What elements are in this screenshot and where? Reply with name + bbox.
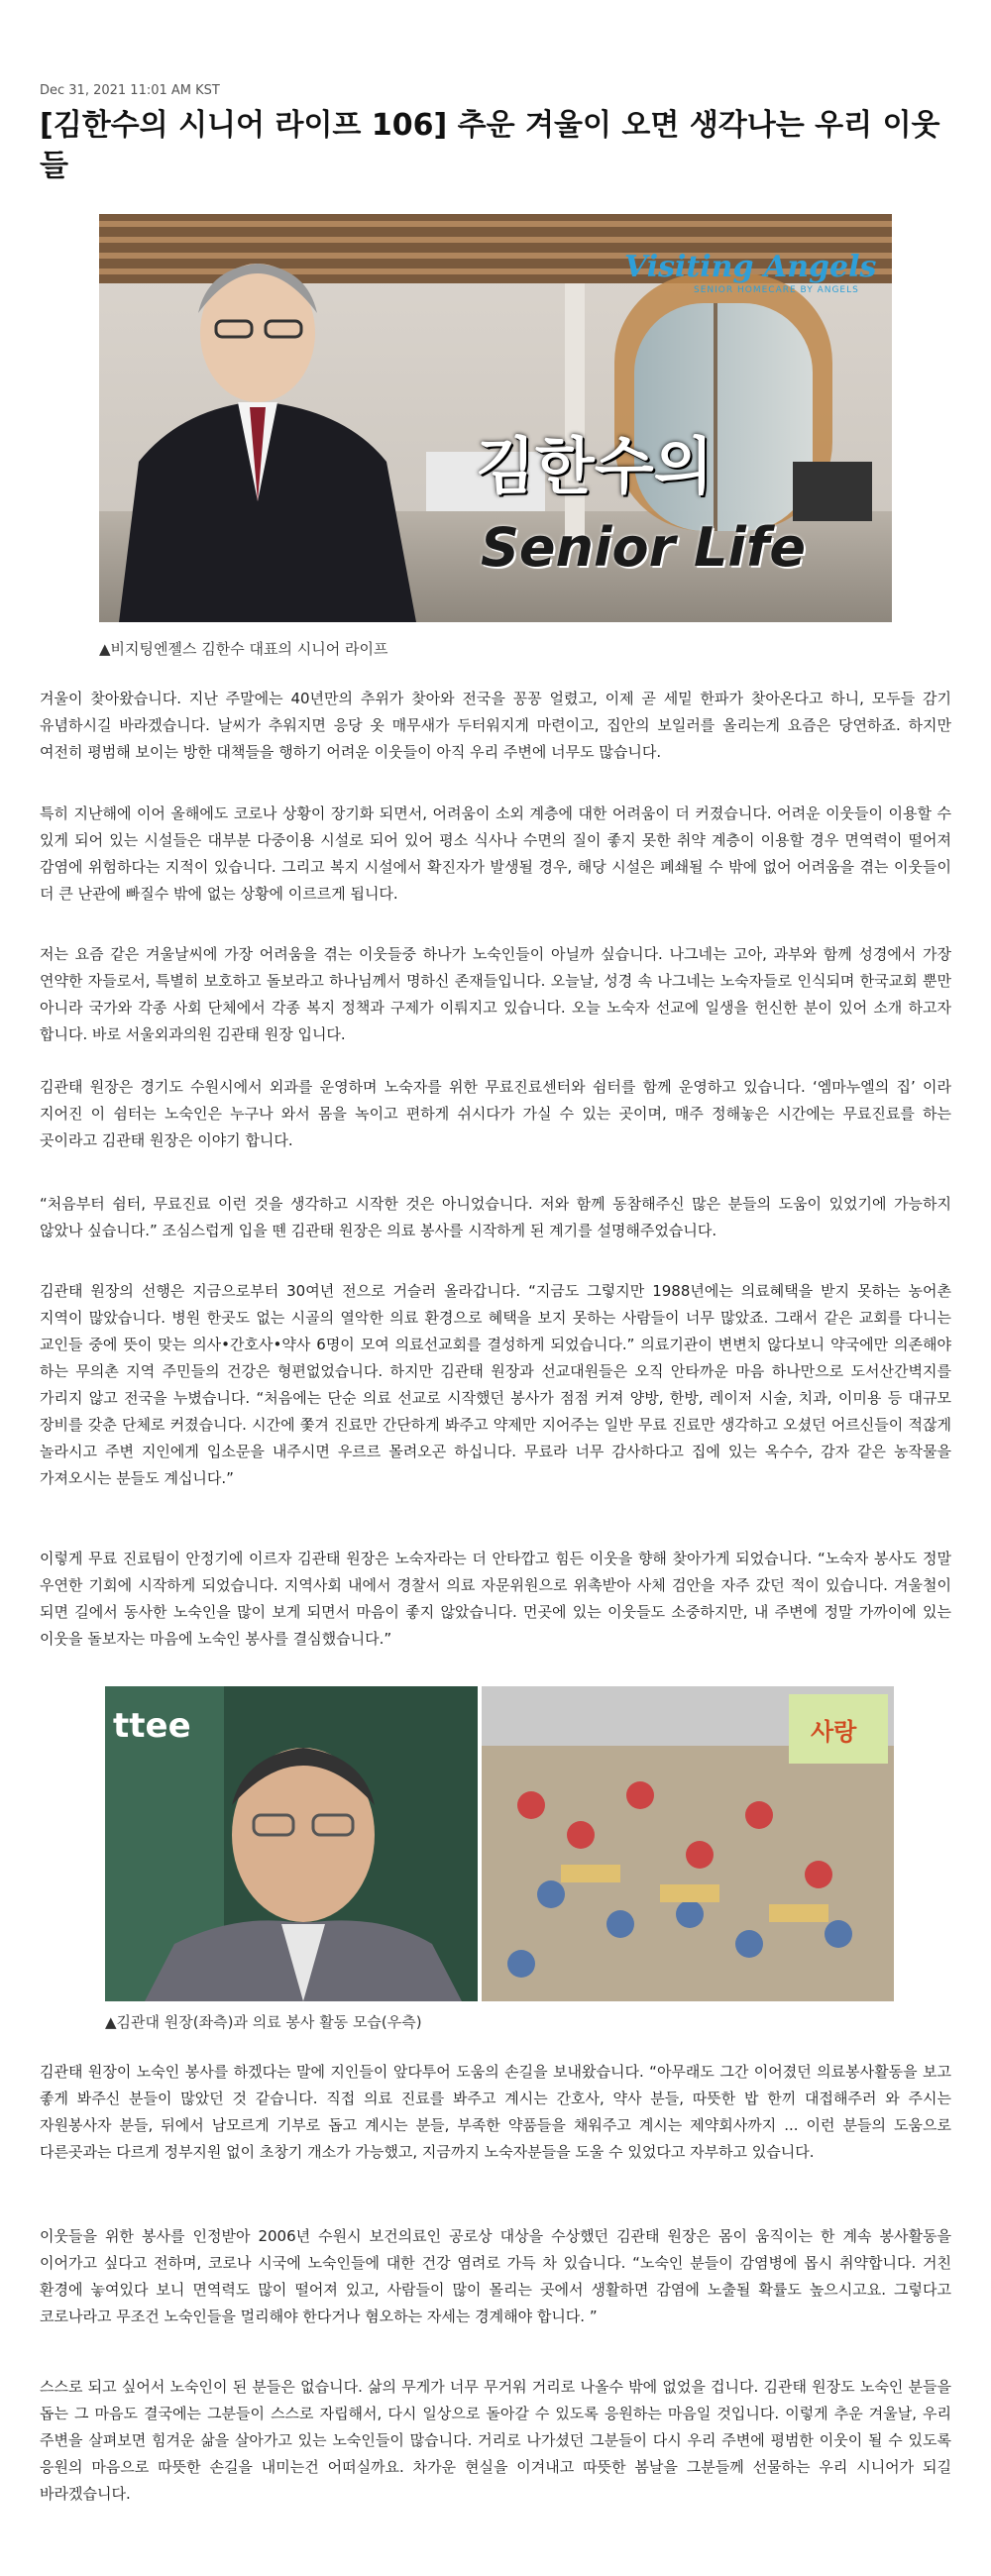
article-title: [김한수의 시니어 라이프 106] 추운 겨울이 오면 생각나는 우리 이웃들: [40, 108, 940, 183]
hero-image: [99, 214, 892, 622]
overlay-title: 김한수의: [476, 430, 714, 502]
paragraph: 특히 지난해에 이어 올해에도 코로나 상황이 장기화 되면서, 어려움이 소외 계층에 대한 어려움이 더 커졌습니다. 어려운 이웃들이 이용할 수 있게 되어 있는 시설들은 대부분 다중이용 시설로 되어 있어 평소 식사나 수면의 질이 좋지 못한 취약 계층이 이용할 경우 면역력이 떨어져 감염에 위험하다는 지적이 있습니다. 그리고 복지 시설에서 확진자가 발생될 경우, 해당 시설은 폐쇄될 수 밖에 없어 어려움을 겪는 이웃들이 더 큰 난관에 빠질수 밖에 없는 상황에 이르르게 됩니다.: [40, 805, 951, 903]
paragraph: “처음부터 쉼터, 무료진료 이런 것을 생각하고 시작한 것은 아니었습니다. 저와 함께 동참해주신 많은 분들의 도움이 있었기에 가능하지 않았나 싶습니다.” 조심스럽게 입을 뗀 김관태 원장은 의료 봉사를 시작하게 된 계기를 설명해주었습니다.: [40, 1195, 951, 1239]
paragraph: 김관태 원장의 선행은 지금으로부터 30여년 전으로 거슬러 올라갑니다. “지금도 그렇지만 1988년에는 의료혜택을 받지 못하는 농어촌 지역이 많았습니다. 병원 한곳도 없는 시골의 열악한 의료 환경으로 혜택을 보지 못하는 사람들이 너무 많았죠. 그래서 같은 교회를 다니는 교인들 중에 뜻이 맞는 의사•간호사•약사 6명이 모여 의료선교회를 결성하게 되었습니다.” 의료기관이 변변치 않다보니 약국에만 의존해야 하는 무의촌 지역 주민들의 건강은 형편없었습니다. 하지만 김관태 원장과 선교대원들은 오직 안타까운 마음 하나만으로 도서산간벽지를 가리지 않고 전국을 누볐습니다. “처음에는 단순 의료 선교로 시작했던 봉사가 점점 커져 양방, 한방, 레이저 시술, 치과, 이미용 등 대규모 장비를 갖춘 단체로 커졌습니다. 시간에 쫓겨 진료만 간단하게 봐주고 약제만 지어주는 일반 무료 진료만 생각하고 오셨던 어르신들이 적잖게 놀라시고 주변 지인에게 입소문을 내주시면 우르르 몰려오곤 하십니다. 무료라 너무 감사하다고 집에 있는 옥수수, 감자 같은 농작물을 가져오시는 분들도 계십니다.”: [40, 1282, 951, 1487]
logo-subtext: SENIOR HOMECARE BY ANGELS: [694, 285, 859, 295]
sign-text: ttee: [113, 1706, 191, 1746]
figure1-caption: ▲비지팅엔젤스 김한수 대표의 시니어 라이프: [99, 640, 388, 658]
overlay-subtitle: Senior Life: [481, 516, 807, 579]
paragraph: 이렇게 무료 진료팀이 안정기에 이르자 김관태 원장은 노숙자라는 더 안타깝고 힘든 이웃을 향해 찾아가게 되었습니다. “노숙자 봉사도 정말 우연한 기회에 시작하게 되었습니다. 지역사회 내에서 경찰서 의료 자문위원으로 위촉받아 사체 검안을 자주 갔던 적이 있습니다. 겨울철이 되면 길에서 동사한 노숙인을 많이 보게 되면서 마음이 좋지 않았습니다. 먼곳에 있는 이웃들도 소중하지만, 내 주변에 정말 가까이에 있는 이웃을 돌보자는 마음에 노숙인 봉사를 결심했습니다.”: [40, 1550, 951, 1648]
logo-text: Visiting Angels: [624, 250, 877, 284]
paragraph: 김관태 원장은 경기도 수원시에서 외과를 운영하며 노숙자를 위한 무료진료센터와 쉼터를 함께 운영하고 있습니다. ‘엠마누엘의 집’ 이라 지어진 이 쉼터는 노숙인은 누구나 와서 몸을 녹이고 편하게 쉬시다가 가실 수 있는 곳이며, 매주 정해놓은 시간에는 무료진료를 하는 곳이라고 김관태 원장은 이야기 합니다.: [40, 1078, 951, 1149]
paragraph: 스스로 되고 싶어서 노숙인이 된 분들은 없습니다. 삶의 무게가 너무 무거워 거리로 나올수 밖에 없었을 겁니다. 김관태 원장도 노숙인 분들을 돕는 그 마음도 결국에는 그분들이 스스로 자립해서, 다시 일상으로 돌아갈 수 있도록 응원하는 마음일 것입니다. 이렇게 추운 겨울날, 우리 주변을 살펴보면 힘겨운 삶을 살아가고 있는 노숙인들이 많습니다. 거리로 나가셨던 그분들이 다시 우리 주변에 평범한 이웃이 될 수 있도록 응원의 마음으로 따뜻한 손길을 내미는건 어떠실까요. 차가운 현실을 이겨내고 따뜻한 봄날을 그분들께 선물하는 우리 시니어가 되길 바라겠습니다.: [40, 2378, 951, 2503]
figure2-caption: ▲김관대 원장(좌측)과 의료 봉사 활동 모습(우측): [105, 2013, 422, 2031]
volunteer-photo: [105, 1686, 894, 2001]
paragraph: 저는 요즘 같은 겨울날씨에 가장 어려움을 겪는 이웃들중 하나가 노숙인들이 아닐까 싶습니다. 나그네는 고아, 과부와 함께 성경에서 가장 연약한 자들로서, 특별히 보호하고 돌보라고 하나님께서 명하신 존재들입니다. 오늘날, 성경 속 나그네는 노숙자들로 인식되며 한국교회 뿐만 아니라 국가와 각종 사회 단체에서 각종 복지 정책과 구제가 이뤄지고 있습니다. 오늘 노숙자 선교에 일생을 헌신한 분이 있어 소개 하고자 합니다. 바로 서울외과의원 김관태 원장 입니다.: [40, 945, 951, 1043]
banner-text: 사랑: [811, 1718, 857, 1746]
paragraph: 이웃들을 위한 봉사를 인정받아 2006년 수원시 보건의료인 공로상 대상을 수상했던 김관태 원장은 몸이 움직이는 한 계속 봉사활동을 이어가고 싶다고 전하며, 코로나 시국에 노숙인들에 대한 건강 염려로 가득 차 있습니다. “노숙인 분들이 감염병에 몹시 취약합니다. 거친 환경에 놓여있다 보니 면역력도 많이 떨어져 있고, 사람들이 많이 몰리는 곳에서 생활하면 감염에 노출될 확률도 높으시고요. 그렇다고 코로나라고 무조건 노숙인들을 멀리해야 한다거나 혐오하는 자세는 경계해야 합니다. ”: [40, 2227, 951, 2325]
paragraph: 겨울이 찾아왔습니다. 지난 주말에는 40년만의 추위가 찾아와 전국을 꽁꽁 얼렸고, 이제 곧 세밑 한파가 찾아온다고 하니, 모두들 감기 유념하시길 바라겠습니다. 날씨가 추워지면 응당 옷 매무새가 두터워지게 마련이고, 집안의 보일러를 올리는게 요즘은 당연하죠. 하지만 여전히 평범해 보이는 방한 대책들을 행하기 어려운 이웃들이 아직 우리 주변에 너무도 많습니다.: [40, 690, 951, 761]
paragraph: 김관태 원장이 노숙인 봉사를 하겠다는 말에 지인들이 앞다투어 도움의 손길을 보내왔습니다. “아무래도 그간 이어졌던 의료봉사활동을 보고 좋게 봐주신 분들이 많았던 것 같습니다. 직접 의료 진료를 봐주고 계시는 간호사, 약사 분들, 따뜻한 밥 한끼 대접해주러 와 주시는 자원봉사자 분들, 뒤에서 남모르게 기부로 돕고 계시는 분들, 부족한 약품들을 채워주고 계시는 제약회사까지 ... 이런 분들의 도움으로 다른곳과는 다르게 정부지원 없이 초창기 개소가 가능했고, 지금까지 노숙자분들을 도울 수 있었다고 자부하고 있습니다.: [40, 2063, 951, 2161]
publish-date: Dec 31, 2021 11:01 AM KST: [40, 83, 220, 98]
volunteer-photos: [105, 1686, 894, 2001]
